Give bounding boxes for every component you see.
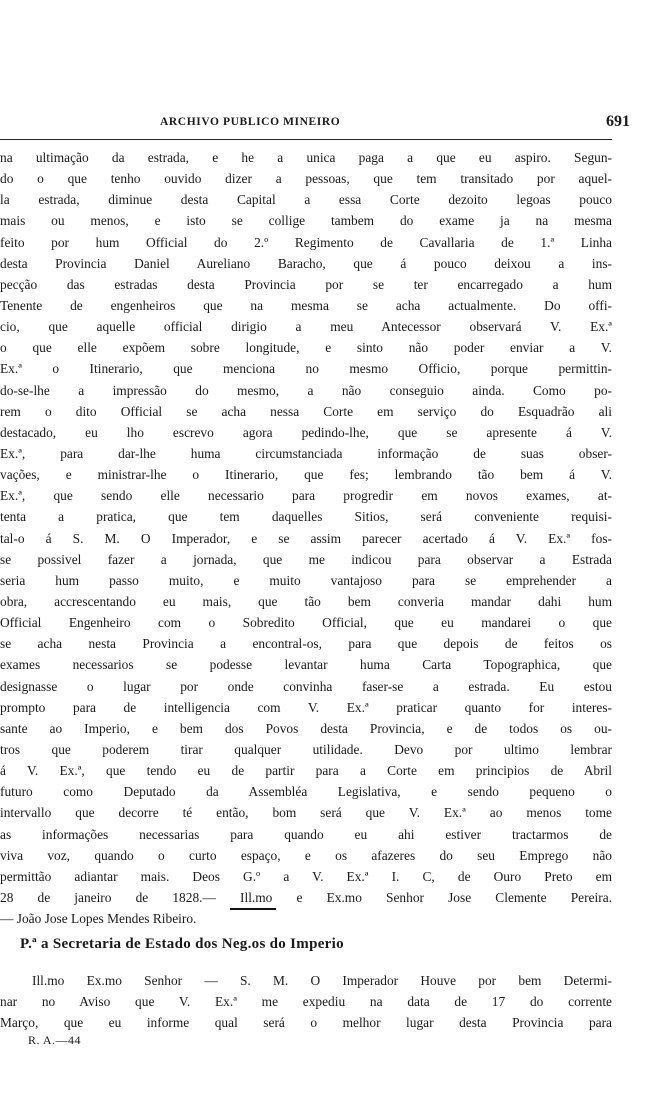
body-line: do o que tenho ouvido dizer a pessoas, que tem transitado por aquel- bbox=[0, 171, 612, 187]
body-line: exames necessarios se podesse levantar huma Carta Topographica, que bbox=[0, 657, 612, 673]
body-line: 28 de janeiro de 1828.— Ill.mo e Ex.mo Senhor Jose Clemente Pereira. bbox=[0, 889, 612, 905]
body-line: destacado, eu lho escrevo agora pedindo-lhe, que se apresente á V. bbox=[0, 424, 612, 440]
section-line: nar no Aviso que V. Ex.ª me expediu na data de 17 do corrente bbox=[0, 994, 612, 1010]
body-line: se acha nesta Provincia a encontral-os, para que depois de feitos os bbox=[0, 636, 612, 652]
section-body bbox=[0, 970, 612, 1033]
body-line: Official Engenheiro com o Sobredito Official, que eu mandarei o que bbox=[0, 615, 612, 631]
body-line: futuro como Deputado da Assembléa Legislativa, e sendo pequeno o bbox=[0, 784, 612, 800]
body-line: obra, accrescentando eu mais, que tão bem converia mandar dahi hum bbox=[0, 593, 612, 609]
body-line: pecção das estradas desta Provincia por se ter encarregado a hum bbox=[0, 276, 612, 292]
body-line: tros que poderem tirar qualquer utilidade. Devo por ultimo lembrar bbox=[0, 741, 612, 757]
body-line: sante ao Imperio, e bem dos Povos desta Provincia, e de todos os ou- bbox=[0, 720, 612, 736]
body-line: vações, e ministrar-lhe o Itinerario, que fes; lembrando tão bem á V. bbox=[0, 467, 612, 483]
letter-body bbox=[0, 147, 612, 929]
body-line: viva voz, quando o curto espaço, e os afazeres do seu Emprego não bbox=[0, 847, 612, 863]
body-line: se possivel fazer a jornada, que me indicou para observar a Estrada bbox=[0, 551, 612, 567]
body-line: mais ou menos, e isto se collige tambem do exame ja na mesma bbox=[0, 213, 612, 229]
body-line: intervallo que decorre té então, bom será que V. Ex.ª ao menos tome bbox=[0, 805, 612, 821]
body-line: feito por hum Official do 2.º Regimento de Cavallaria de 1.ª Linha bbox=[0, 234, 612, 250]
body-line: tal-o á S. M. O Imperador, e se assim parecer acertado á V. Ex.ª fos- bbox=[0, 530, 612, 546]
body-line: Ex.ª o Itinerario, que menciona no mesmo Officio, porque permittin- bbox=[0, 361, 612, 377]
section-line: Março, que eu informe qual será o melhor lugar desta Provincia para bbox=[0, 1015, 612, 1031]
body-line: Tenente de engenheiros que na mesma se acha actualmente. Do offi- bbox=[0, 297, 612, 313]
header-rule bbox=[0, 139, 612, 140]
body-line: seria hum passo muito, e muito vantajoso para se emprehender a bbox=[0, 572, 612, 588]
body-line: cio, que aquelle official dirigio a meu Antecessor observará V. Ex.ª bbox=[0, 319, 612, 335]
body-line: as informações necessarias para quando eu ahi estiver tractarmos de bbox=[0, 826, 612, 842]
body-line: la estrada, diminue desta Capital a essa Corte dezoito legoas pouco bbox=[0, 192, 612, 208]
body-line: do-se-lhe a impressão do mesmo, a não conseguio ainda. Como po- bbox=[0, 382, 612, 398]
body-line: tenta a pratica, que tem daquelles Sitios, será conveniente requisi- bbox=[0, 509, 612, 525]
body-line: á V. Ex.ª, que tendo eu de partir para a Corte em principios de Abril bbox=[0, 763, 612, 779]
page-number: 691 bbox=[606, 113, 630, 130]
body-line: Ex.ª, que sendo elle necessario para progredir em novos exames, at- bbox=[0, 488, 612, 504]
signature-line: — João Jose Lopes Mendes Ribeiro. bbox=[0, 911, 197, 927]
body-line: Ex.ª, para dar-lhe huma circumstanciada informação de suas obser- bbox=[0, 445, 612, 461]
section-heading: P.ª a Secretaria de Estado dos Neg.os do Imperio bbox=[20, 936, 344, 952]
body-line: prompto para de intelligencia com V. Ex.ª praticar quanto for interes- bbox=[0, 699, 612, 715]
body-line: designasse o lugar por onde convinha faser-se a estrada. Eu estou bbox=[0, 678, 612, 694]
body-line: rem o dito Official se acha nessa Corte em serviço do Esquadrão ali bbox=[0, 403, 612, 419]
section-divider bbox=[230, 908, 276, 910]
section-line: Ill.mo Ex.mo Senhor — S. M. O Imperador Houve por bem Determi- bbox=[32, 973, 612, 988]
body-line: na ultimação da estrada, e he a unica paga a que eu aspiro. Segun- bbox=[0, 150, 612, 165]
body-line: desta Provincia Daniel Aureliano Baracho, que á pouco deixou a ins- bbox=[0, 255, 612, 271]
signature-mark: R. A.—44 bbox=[28, 1033, 82, 1047]
running-title: ARCHIVO PUBLICO MINEIRO bbox=[160, 116, 341, 128]
page-header bbox=[0, 113, 655, 134]
body-line: o que elle expõem sobre longitude, e sinto não poder enviar a V. bbox=[0, 340, 612, 356]
body-line: permittão adiantar mais. Deos G.º a V. Ex.ª I. C, de Ouro Preto em bbox=[0, 868, 612, 884]
